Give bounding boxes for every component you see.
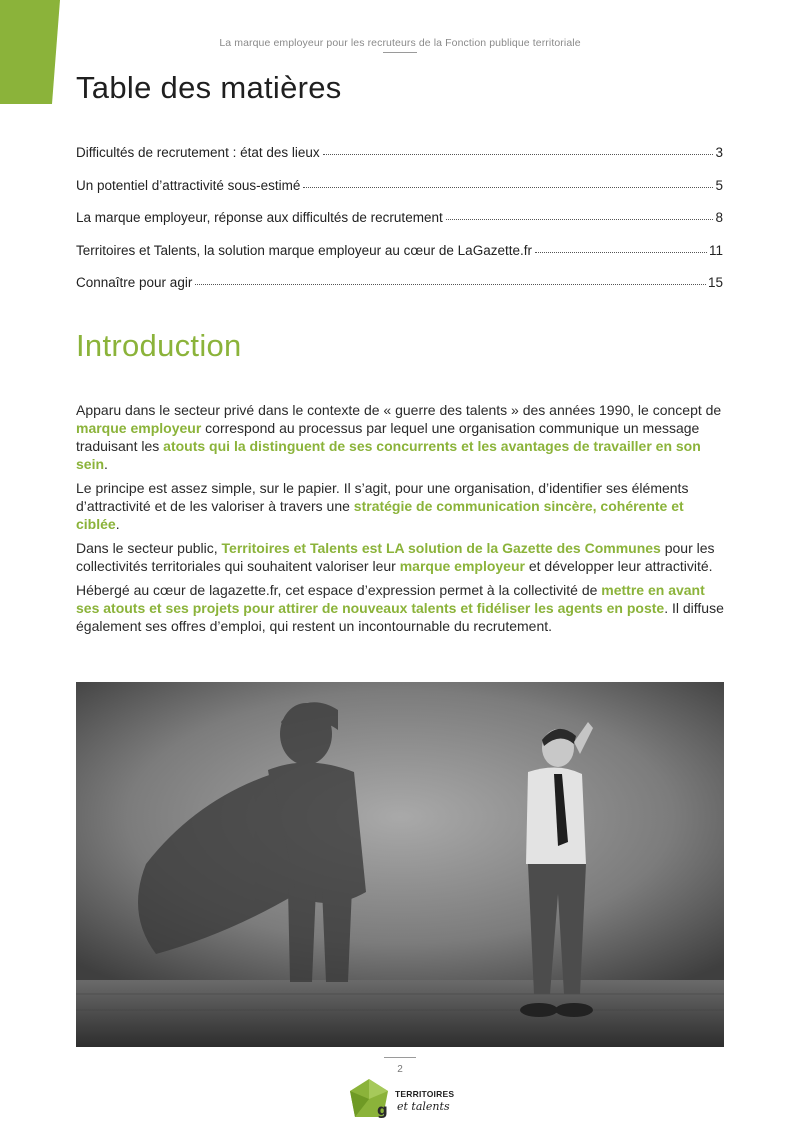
toc-entry[interactable]: [76, 145, 723, 178]
toc-title: Table des matières: [76, 70, 342, 105]
toc-entry[interactable]: [76, 243, 723, 276]
toc-dot-leader: [535, 251, 707, 253]
toc-dot-leader: [195, 283, 706, 285]
running-header: La marque employeur pour les recruteurs de la Fonction publique territoriale: [219, 37, 581, 49]
toc-entry[interactable]: [76, 178, 723, 211]
intro-paragraph-3: [76, 539, 726, 575]
text-run: et développer leur attractivité.: [524, 558, 713, 574]
toc-entry-page: 5: [715, 177, 723, 193]
green-corner-decoration: [0, 0, 60, 104]
logo-text-territoires: TERRITOIRES: [395, 1089, 455, 1099]
text-run: correspond au processus par lequel une organisation communique un message traduisant les: [76, 420, 700, 454]
intro-paragraph-2: [76, 479, 726, 533]
highlight-text: mettre en avant ses atouts et ses projets pour attirer de nouveaux talents et fidéliser les agents en poste: [76, 582, 705, 616]
toc-entry-label: Connaître pour agir: [76, 275, 193, 290]
highlight-text: stratégie de communication sincère, cohérente et ciblée: [76, 498, 684, 532]
intro-paragraph-4: [76, 581, 726, 635]
logo-pentagon-icon: [350, 1077, 396, 1123]
page-number: 2: [397, 1064, 403, 1075]
text-run: pour les collectivités territoriales qui souhaitent valoriser leur: [76, 540, 715, 574]
highlight-text: marque employeur: [76, 420, 202, 436]
toc-entry-label: Un potentiel d’attractivité sous-estimé: [76, 177, 301, 193]
text-run: Le principe est assez simple, sur le papier. Il s’agit, pour une organisation, d’identifier ses éléments d’attractivité et de les valoriser à travers une: [76, 480, 689, 514]
logo-letter: g: [377, 1101, 388, 1119]
highlight-text: marque employeur: [399, 558, 525, 574]
toc-entry-label: Territoires et Talents, la solution marque employeur au cœur de LaGazette.fr: [76, 242, 532, 258]
toc-entry-label: Difficultés de recrutement : état des lieux: [76, 145, 320, 160]
floor: [76, 980, 724, 1047]
text-run: .: [104, 456, 108, 472]
toc-entry-page: 3: [715, 145, 723, 160]
toc-entry[interactable]: [76, 210, 723, 243]
text-run: Apparu dans le secteur privé dans le contexte de « guerre des talents » des années 1990, le concept de: [76, 402, 722, 418]
text-run: . Il diffuse également ses offres d’emploi, qui restent un incontournable du recrutement.: [76, 600, 724, 634]
introduction-body: [76, 401, 726, 641]
toc-entry-page: 15: [707, 275, 723, 290]
intro-paragraph-1: [76, 401, 726, 473]
toc-entry-page: 8: [715, 210, 723, 225]
toc-dot-leader: [323, 153, 714, 155]
territoires-et-talents-logo: [350, 1077, 460, 1123]
header-divider: [383, 52, 417, 53]
footer-divider: [384, 1057, 416, 1058]
toc-entry-label: La marque employeur, réponse aux difficultés de recrutement: [76, 210, 443, 225]
toc-entry[interactable]: [76, 275, 723, 308]
text-run: Hébergé au cœur de lagazette.fr, cet espace d’expression permet à la collectivité de: [76, 582, 602, 598]
table-of-contents: [76, 145, 723, 308]
text-run: .: [115, 516, 120, 532]
toc-entry-page: 11: [708, 242, 723, 258]
text-run: Dans le secteur public,: [76, 540, 222, 556]
toc-dot-leader: [303, 186, 713, 188]
highlight-text: atouts qui la distinguent de ses concurrents et les avantages de travailler en son sein: [76, 438, 701, 472]
hero-shadow-photo: [76, 682, 724, 1047]
toc-dot-leader: [446, 218, 714, 220]
logo-text-et-talents: et talents: [397, 1100, 450, 1113]
highlight-text: Territoires et Talents est LA solution de la Gazette des Communes: [221, 540, 661, 556]
introduction-title: Introduction: [76, 328, 242, 363]
